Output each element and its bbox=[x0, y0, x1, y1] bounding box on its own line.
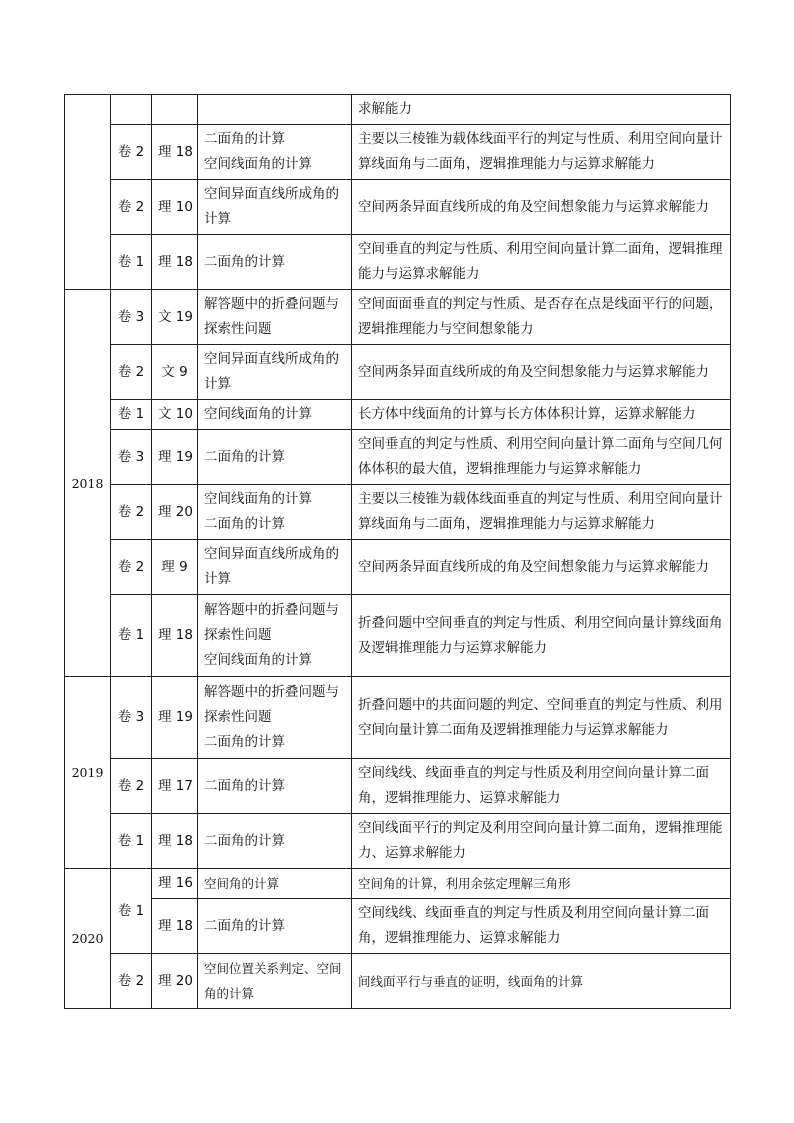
table-row bbox=[65, 595, 731, 677]
table-row bbox=[65, 677, 731, 759]
description-cell: 空间面面垂直的判定与性质、是否存在点是线面平行的问题，逻辑推理能力与空间想象能力 bbox=[352, 290, 731, 345]
description-cell: 间线面平行与垂直的证明，线面角的计算 bbox=[352, 954, 731, 1009]
topic-line: 解答题中的折叠问题与探索性问题 bbox=[204, 602, 339, 643]
paper-cell: 卷 1 bbox=[111, 235, 152, 290]
paper-cell: 卷 1 bbox=[111, 814, 152, 869]
table-row bbox=[65, 485, 731, 540]
question-cell: 理 18 bbox=[152, 235, 198, 290]
year-2019: 2019 bbox=[65, 677, 111, 869]
topic-cell: 空间线面角的计算 bbox=[198, 400, 352, 430]
topic-cell: 空间异面直线所成角的计算 bbox=[198, 345, 352, 400]
topic-line: 二面角的计算 bbox=[204, 131, 285, 147]
topic-cell: 二面角的计算 bbox=[198, 759, 352, 814]
paper-cell: 卷 2 bbox=[111, 540, 152, 595]
question-cell: 理 18 bbox=[152, 899, 198, 954]
paper-cell: 卷 2 bbox=[111, 180, 152, 235]
topic-line: 空间线面角的计算 bbox=[204, 652, 312, 668]
paper-cell: 卷 2 bbox=[111, 345, 152, 400]
question-cell: 理 10 bbox=[152, 180, 198, 235]
table-row bbox=[65, 869, 731, 899]
paper-cell: 卷 1 bbox=[111, 400, 152, 430]
table-row bbox=[65, 345, 731, 400]
table-row bbox=[65, 235, 731, 290]
description-cell: 空间线面平行的判定及利用空间向量计算二面角，逻辑推理能力、运算求解能力 bbox=[352, 814, 731, 869]
description-cell: 空间垂直的判定与性质、利用空间向量计算二面角，逻辑推理能力与运算求解能力 bbox=[352, 235, 731, 290]
description-cell: 空间垂直的判定与性质、利用空间向量计算二面角与空间几何体体积的最大值，逻辑推理能力与运算求解能力 bbox=[352, 430, 731, 485]
question-cell: 文 10 bbox=[152, 400, 198, 430]
question-cell: 文 9 bbox=[152, 345, 198, 400]
paper-cell: 卷 1 bbox=[111, 595, 152, 677]
table-row bbox=[65, 95, 731, 125]
question-cell: 理 19 bbox=[152, 430, 198, 485]
paper-cell: 卷 2 bbox=[111, 759, 152, 814]
question-cell: 理 20 bbox=[152, 485, 198, 540]
topic-cell bbox=[198, 485, 352, 540]
table-row bbox=[65, 759, 731, 814]
paper-cell: 卷 3 bbox=[111, 290, 152, 345]
paper-cell: 卷 3 bbox=[111, 430, 152, 485]
question-cell: 理 9 bbox=[152, 540, 198, 595]
table-row bbox=[65, 899, 731, 954]
paper-cell: 卷 3 bbox=[111, 677, 152, 759]
question-cell: 理 19 bbox=[152, 677, 198, 759]
topic-line: 解答题中的折叠问题与探索性问题 bbox=[204, 684, 339, 725]
topic-cell: 二面角的计算 bbox=[198, 814, 352, 869]
question-cell: 理 20 bbox=[152, 954, 198, 1009]
question-cell: 理 16 bbox=[152, 869, 198, 899]
table-row bbox=[65, 430, 731, 485]
topic-cell bbox=[198, 677, 352, 759]
description-cell: 空间两条异面直线所成的角及空间想象能力与运算求解能力 bbox=[352, 540, 731, 595]
year-2020: 2020 bbox=[65, 869, 111, 1009]
paper-cell bbox=[111, 95, 152, 125]
description-cell: 主要以三棱锥为载体线面垂直的判定与性质、利用空间向量计算线面角与二面角，逻辑推理能力与运算求解能力 bbox=[352, 485, 731, 540]
table-row bbox=[65, 814, 731, 869]
table-row bbox=[65, 400, 731, 430]
question-cell: 理 18 bbox=[152, 814, 198, 869]
table-row bbox=[65, 180, 731, 235]
year-2018: 2018 bbox=[65, 290, 111, 677]
paper-cell: 卷 2 bbox=[111, 125, 152, 180]
year-cell bbox=[65, 95, 111, 290]
topic-line: 空间线面角的计算 bbox=[204, 491, 312, 507]
description-cell: 空间两条异面直线所成的角及空间想象能力与运算求解能力 bbox=[352, 345, 731, 400]
topic-cell: 二面角的计算 bbox=[198, 235, 352, 290]
topic-cell bbox=[198, 125, 352, 180]
paper-cell: 卷 2 bbox=[111, 954, 152, 1009]
paper-cell: 卷 2 bbox=[111, 485, 152, 540]
description-cell: 空间线线、线面垂直的判定与性质及利用空间向量计算二面角，逻辑推理能力、运算求解能力 bbox=[352, 899, 731, 954]
question-cell: 理 18 bbox=[152, 125, 198, 180]
description-cell: 空间两条异面直线所成的角及空间想象能力与运算求解能力 bbox=[352, 180, 731, 235]
topic-cell: 二面角的计算 bbox=[198, 430, 352, 485]
question-cell: 理 17 bbox=[152, 759, 198, 814]
description-cell: 主要以三棱锥为载体线面平行的判定与性质、利用空间向量计算线面角与二面角，逻辑推理能力与运算求解能力 bbox=[352, 125, 731, 180]
description-cell: 空间角的计算，利用余弦定理解三角形 bbox=[352, 869, 731, 899]
question-cell bbox=[152, 95, 198, 125]
table-row bbox=[65, 540, 731, 595]
description-cell: 折叠问题中空间垂直的判定与性质、利用空间向量计算线面角及逻辑推理能力与运算求解能力 bbox=[352, 595, 731, 677]
description-cell: 空间线线、线面垂直的判定与性质及利用空间向量计算二面角，逻辑推理能力、运算求解能力 bbox=[352, 759, 731, 814]
description-cell: 求解能力 bbox=[352, 95, 731, 125]
topic-cell: 空间角的计算 bbox=[198, 869, 352, 899]
exam-analysis-table bbox=[64, 94, 731, 1009]
table-row bbox=[65, 954, 731, 1009]
topic-line: 二面角的计算 bbox=[204, 516, 285, 532]
topic-cell: 二面角的计算 bbox=[198, 899, 352, 954]
topic-cell: 解答题中的折叠问题与探索性问题 bbox=[198, 290, 352, 345]
topic-line: 二面角的计算 bbox=[204, 734, 285, 750]
topic-cell: 空间位置关系判定、空间角的计算 bbox=[198, 954, 352, 1009]
table-row bbox=[65, 125, 731, 180]
question-cell: 文 19 bbox=[152, 290, 198, 345]
topic-cell: 空间异面直线所成角的计算 bbox=[198, 540, 352, 595]
topic-cell: 空间异面直线所成角的计算 bbox=[198, 180, 352, 235]
table-row bbox=[65, 290, 731, 345]
topic-cell bbox=[198, 95, 352, 125]
description-cell: 长方体中线面角的计算与长方体体积计算，运算求解能力 bbox=[352, 400, 731, 430]
topic-line: 空间线面角的计算 bbox=[204, 156, 312, 172]
description-cell: 折叠问题中的共面问题的判定、空间垂直的判定与性质、利用空间向量计算二面角及逻辑推理能力与运算求解能力 bbox=[352, 677, 731, 759]
paper-cell: 卷 1 bbox=[111, 869, 152, 954]
question-cell: 理 18 bbox=[152, 595, 198, 677]
topic-cell bbox=[198, 595, 352, 677]
